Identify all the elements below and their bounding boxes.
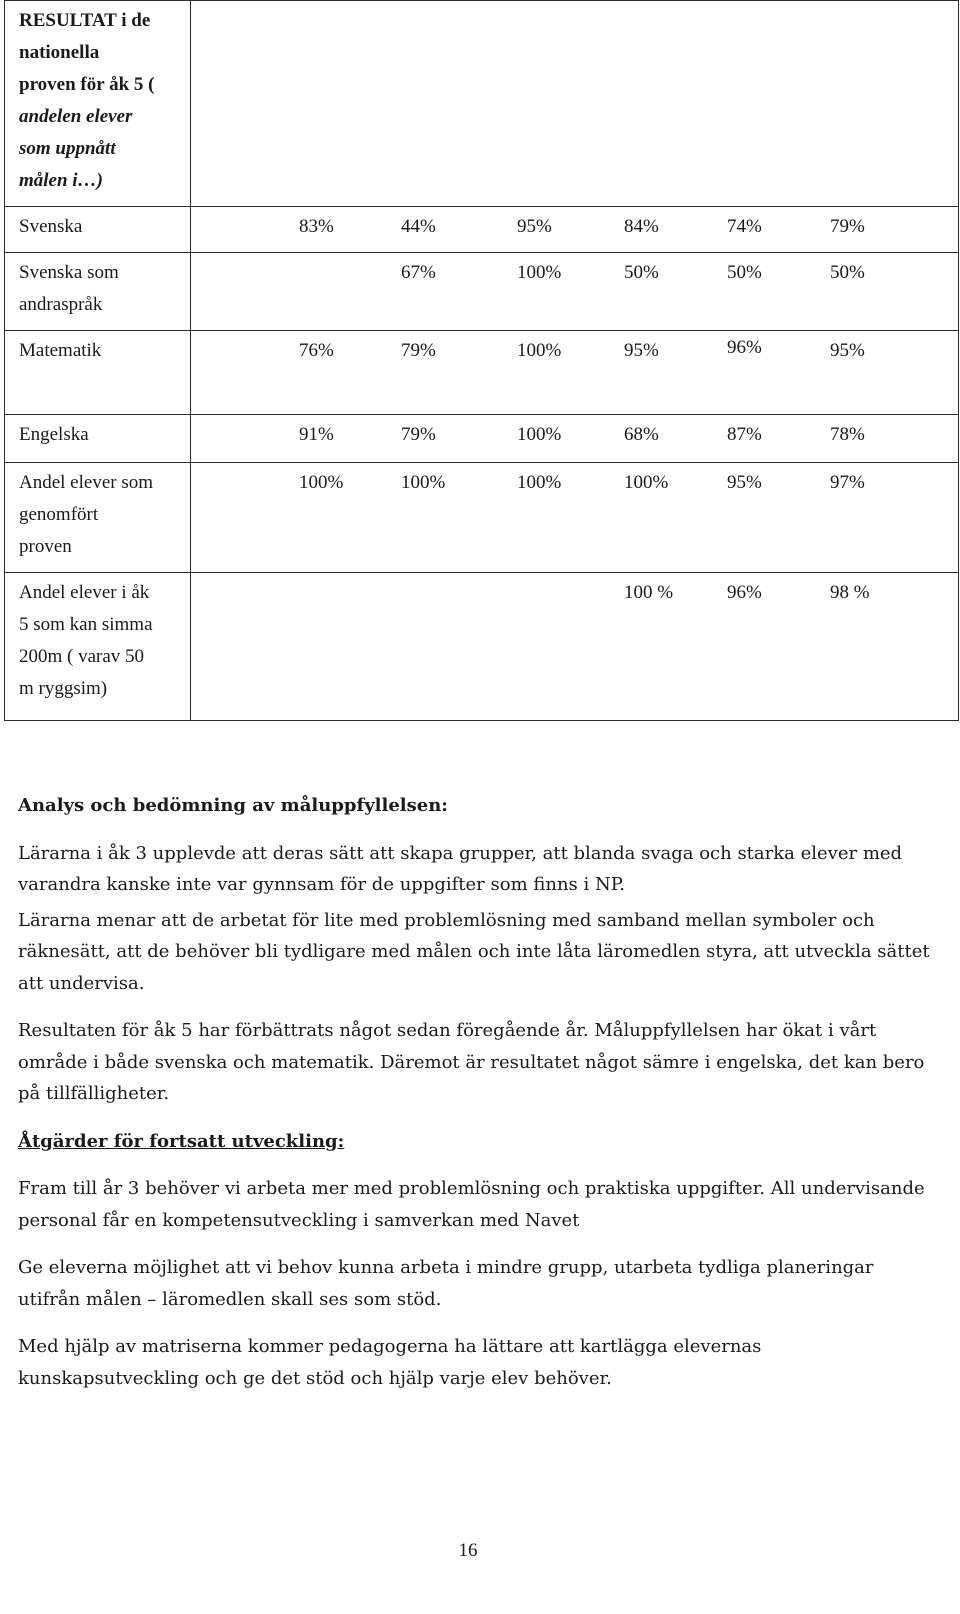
row-label-text: Svenska som (19, 262, 119, 283)
value-cell: 87% (727, 424, 762, 445)
value-cell: 79% (401, 424, 436, 445)
value-cell: 100% (517, 424, 562, 445)
row-label (5, 463, 191, 573)
row-label (5, 207, 191, 253)
value-cell: 100% (517, 262, 562, 283)
row-label-text: 200m ( varav 50 (19, 646, 145, 667)
results-table (4, 0, 959, 721)
row-label-text: Engelska (19, 424, 89, 445)
value-cell: 78% (830, 424, 865, 445)
value-cell: 100% (517, 472, 562, 493)
table-header-empty-cell (191, 1, 959, 207)
row-label-text: Andel elever i åk (19, 582, 150, 603)
paragraph: Lärarna menar att de arbetat för lite med problemlösning med samband mellan symboler och räknesätt, att de behöver bli tydligare med målen och inte låta läromedlen styra, att utveckla sättet att undervisa. (18, 909, 930, 994)
value-cell: 44% (401, 216, 436, 237)
value-cell: 74% (727, 216, 762, 237)
table-row (5, 573, 959, 721)
value-cell: 91% (299, 424, 334, 445)
row-values (191, 331, 959, 415)
row-values (191, 415, 959, 463)
table-row (5, 415, 959, 463)
value-cell: 98 % (830, 582, 870, 603)
table-row (5, 207, 959, 253)
value-cell: 100% (401, 472, 446, 493)
header-line: andelen elever (19, 106, 133, 127)
row-values (191, 207, 959, 253)
value-cell: 100% (624, 472, 669, 493)
value-cell: 84% (624, 216, 659, 237)
value-cell: 50% (727, 262, 762, 283)
row-label-text: proven (19, 536, 72, 557)
value-cell: 79% (830, 216, 865, 237)
value-cell: 96% (727, 337, 762, 358)
actions-heading: Åtgärder för fortsatt utveckling: (18, 1130, 345, 1152)
header-line: RESULTAT i de (19, 10, 151, 31)
row-label-text: Matematik (19, 340, 102, 361)
value-cell: 97% (830, 472, 865, 493)
table-row (5, 463, 959, 573)
paragraph: Lärarna i åk 3 upplevde att deras sätt att skapa grupper, att blanda svaga och starka elever med varandra kanske inte var gynnsam för de uppgifter som finns i NP. (18, 842, 903, 895)
header-line: nationella (19, 42, 100, 63)
value-cell: 68% (624, 424, 659, 445)
page-number: 16 (458, 1540, 478, 1561)
value-cell: 100% (299, 472, 344, 493)
analysis-text-block (18, 790, 938, 1410)
row-values (191, 253, 959, 331)
row-label (5, 415, 191, 463)
row-label (5, 253, 191, 331)
paragraph: Fram till år 3 behöver vi arbeta mer med problemlösning och praktiska uppgifter. All undervisande personal får en kompetensutveckling i samverkan med Navet (18, 1178, 925, 1231)
row-label-text: Andel elever som (19, 472, 154, 493)
results-table-container (4, 0, 958, 721)
value-cell: 79% (401, 340, 436, 361)
value-cell: 83% (299, 216, 334, 237)
table-header-cell (5, 1, 191, 207)
header-line: målen i…) (19, 170, 103, 191)
value-cell: 96% (727, 582, 762, 603)
value-cell: 67% (401, 262, 436, 283)
value-cell: 95% (624, 340, 659, 361)
row-label-text: genomfört (19, 504, 99, 525)
paragraph: Med hjälp av matriserna kommer pedagogerna ha lättare att kartlägga elevernas kunskapsutveckling och ge det stöd och hjälp varje elev behöver. (18, 1336, 762, 1389)
row-values (191, 463, 959, 573)
value-cell: 76% (299, 340, 334, 361)
row-label-text: andraspråk (19, 294, 103, 315)
header-line: som uppnått (19, 138, 116, 159)
table-header-row (5, 1, 959, 207)
row-label-text: m ryggsim) (19, 678, 108, 699)
value-cell: 95% (830, 340, 865, 361)
value-cell: 50% (624, 262, 659, 283)
row-label (5, 573, 191, 721)
row-label (5, 331, 191, 415)
value-cell: 95% (727, 472, 762, 493)
row-label-text: Svenska (19, 216, 83, 237)
analysis-heading: Analys och bedömning av måluppfyllelsen: (18, 795, 448, 816)
paragraph: Resultaten för åk 5 har förbättrats något sedan föregående år. Måluppfyllelsen har ökat i vårt område i både svenska och matematik. Däremot är resultatet något sämre i engelska, det kan bero på tillfälligheter. (18, 1020, 925, 1104)
table-row (5, 331, 959, 415)
value-cell: 50% (830, 262, 865, 283)
row-label-text: 5 som kan simma (19, 614, 153, 635)
row-values (191, 573, 959, 721)
value-cell: 95% (517, 216, 552, 237)
table-row (5, 253, 959, 331)
paragraph: Ge eleverna möjlighet att vi behov kunna arbeta i mindre grupp, utarbeta tydliga planeringar utifrån målen – läromedlen skall ses som stöd. (18, 1257, 874, 1310)
value-cell: 100% (517, 340, 562, 361)
header-line: proven för åk 5 ( (19, 74, 155, 95)
value-cell: 100 % (624, 582, 674, 603)
